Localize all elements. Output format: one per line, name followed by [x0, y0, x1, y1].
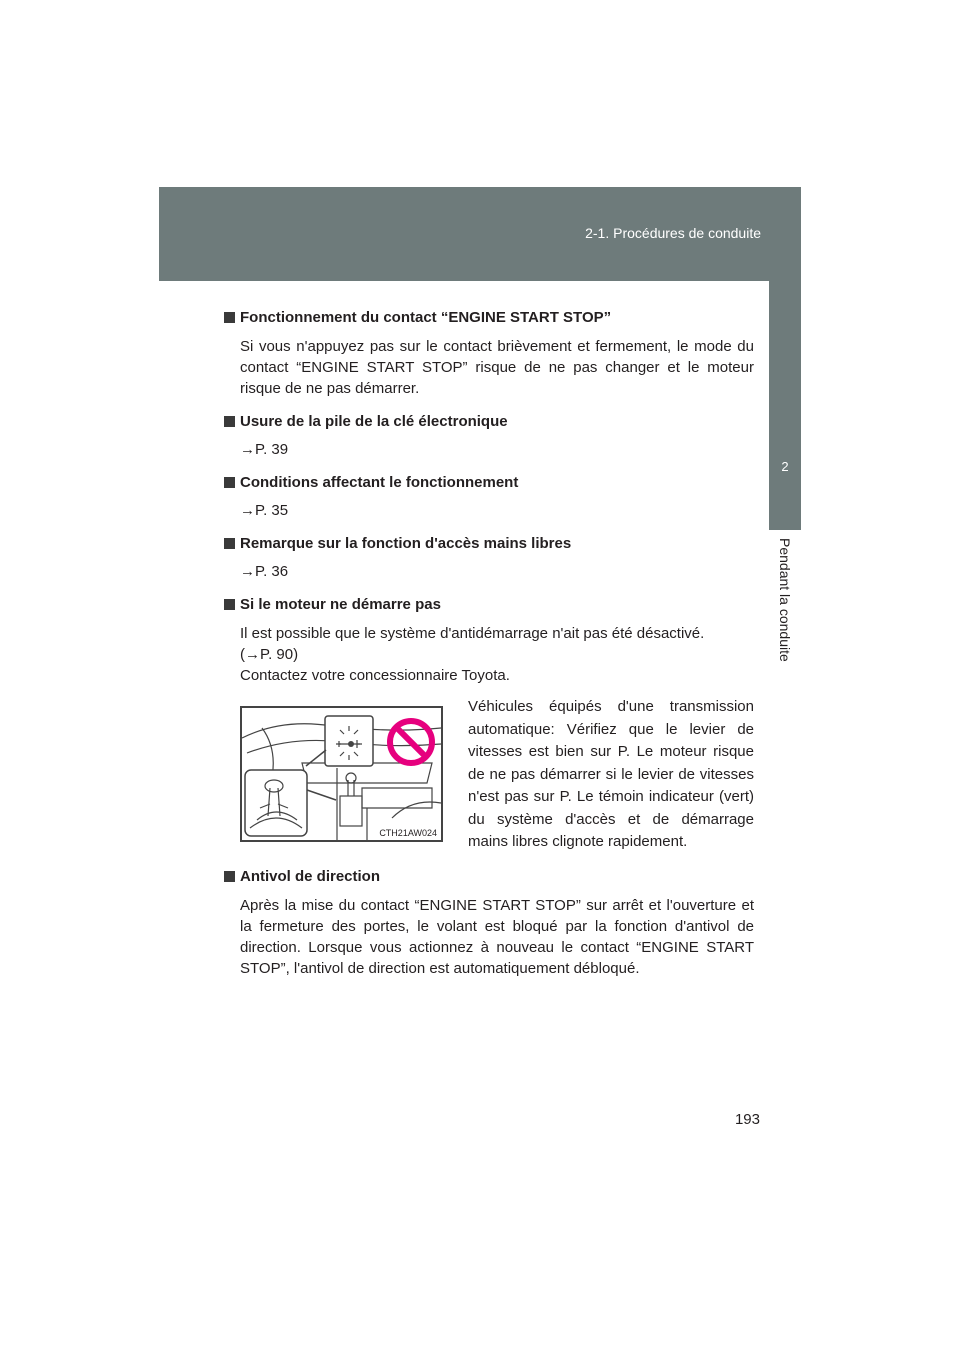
section-engine-start-stop	[224, 308, 754, 399]
section-heading: Fonctionnement du contact “ENGINE START STOP”	[224, 308, 754, 328]
header-band	[159, 187, 801, 281]
section-body: Il est possible que le système d'antidémarrage n'ait pas été désactivé. (→P. 90) Contactez votre concessionnaire Toyota.	[240, 625, 705, 684]
section-body: Si vous n'appuyez pas sur le contact brièvement et fermement, le mode du contact “ENGINE START STOP” risque de ne pas changer et le moteur risque de ne pas démarrer.	[240, 338, 754, 397]
shift-lever-illustration	[240, 706, 443, 842]
section-heading: Si le moteur ne démarre pas	[224, 595, 754, 615]
figure-code: CTH21AW024	[379, 828, 437, 838]
page-content	[224, 308, 754, 992]
chapter-label: Pendant la conduite	[777, 538, 793, 662]
page-reference-link[interactable]: (→P. 90)	[240, 646, 299, 663]
section-battery	[224, 412, 754, 460]
square-bullet-icon	[224, 871, 235, 882]
square-bullet-icon	[224, 477, 235, 488]
section-heading: Conditions affectant le fonctionnement	[224, 473, 754, 493]
page-number: 193	[734, 1111, 760, 1128]
section-title: 2-1. Procédures de conduite	[585, 225, 761, 241]
section-engine-not-start	[224, 595, 754, 854]
section-body: Après la mise du contact “ENGINE START STOP” sur arrêt et l'ouverture et la fermeture des portes, le volant est bloqué par la fonction d'antivol de direction. Lorsque vous actionnez à nouveau le contact “ENGINE START STOP”, l'antivol de direction est automatiquement débloqué.	[240, 896, 754, 977]
square-bullet-icon	[224, 416, 235, 427]
chapter-tab	[769, 281, 801, 530]
section-heading: Usure de la pile de la clé électronique	[224, 412, 754, 432]
chapter-number: 2	[781, 459, 789, 474]
figure-row	[240, 696, 754, 854]
section-steering-lock	[224, 867, 754, 979]
section-conditions	[224, 473, 754, 521]
section-heading: Antivol de direction	[224, 867, 754, 887]
section-heading: Remarque sur la fonction d'accès mains libres	[224, 534, 754, 554]
section-hands-free	[224, 534, 754, 582]
square-bullet-icon	[224, 312, 235, 323]
page-reference-link[interactable]: →P. 39	[240, 441, 289, 458]
dashboard-drawing	[242, 708, 441, 840]
page-reference-link[interactable]: →P. 36	[240, 563, 289, 580]
figure-caption: Véhicules équipés d'une transmission automatique: Vérifiez que le levier de vitesses est bien sur P. Le moteur risque de ne pas démarrer si le levier de vitesses n'est pas sur P. Le témoin indicateur (vert) du système d'accès et de démarrage mains libres clignote rapidement.	[468, 698, 754, 850]
square-bullet-icon	[224, 538, 235, 549]
page-reference-link[interactable]: →P. 35	[240, 502, 289, 519]
square-bullet-icon	[224, 599, 235, 610]
